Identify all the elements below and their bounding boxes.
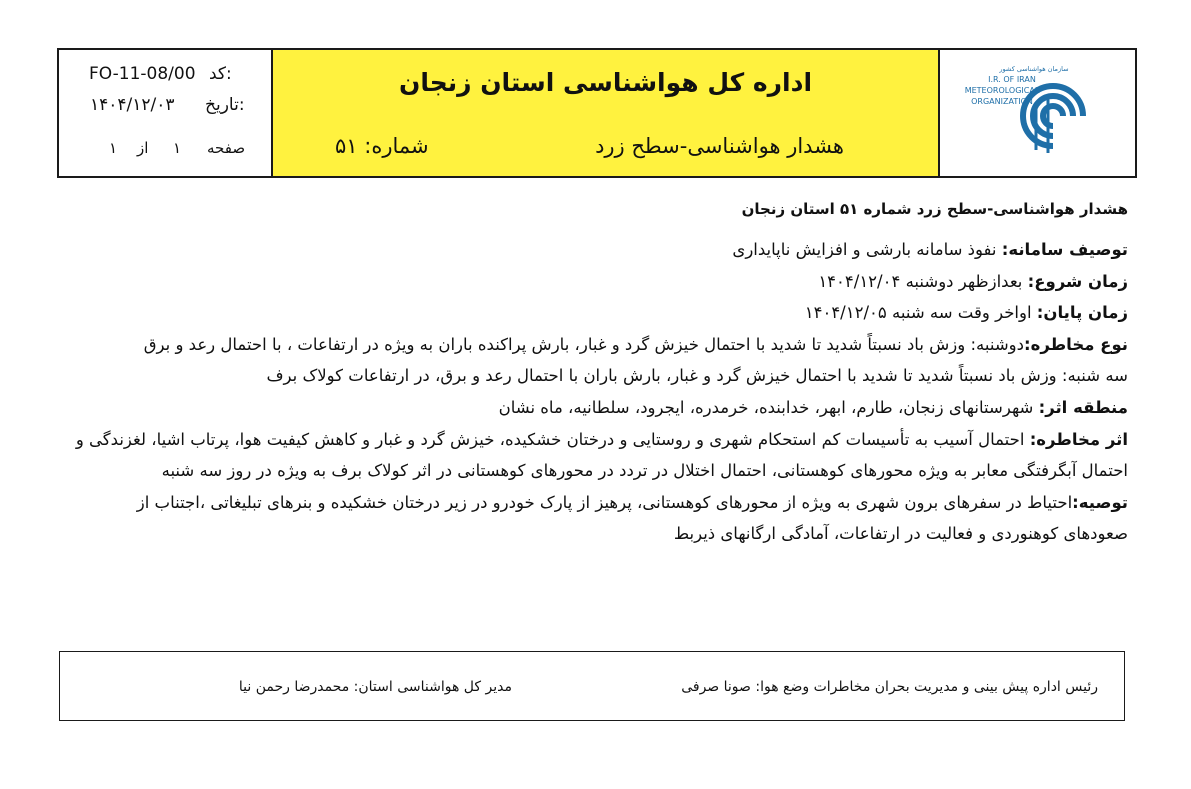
advice [72,487,1128,550]
page-of-label: از [137,139,149,157]
start-label: زمان شروع: [1027,271,1128,291]
hazard-label: نوع مخاطره: [1023,334,1128,354]
area-label: منطقه اثر: [1038,397,1128,417]
form-code-label: کد: [209,64,232,84]
hazard-tuesday [72,360,1128,392]
logo-text-en-2: METEOROLOGICAL [964,86,1040,95]
hazard-type [72,329,1128,361]
advice-label: توصیه: [1072,492,1128,512]
end-time [72,297,1128,329]
document-meta-box [59,50,273,176]
start-text: بعدازظهر دوشنبه ۱۴۰۴/۱۲/۰۴ [818,271,1028,291]
affected-area [72,392,1128,424]
logo-box [940,50,1135,176]
date-value: ۱۴۰۴/۱۲/۰۳ [90,95,175,115]
impact-text: احتمال آسیب به تأسیسات کم استحکام شهری و روستایی و درختان خشکیده، خیزش گرد و غبار و کاهش کیفیت هوا، پرتاب اشیا، لغزندگی و احتمال آبگرفتگی معابر به ویژه محورهای کوهستانی، احتمال اختلال در تردد در محورهای کوهستانی در اثر کولاک برف به ویژه در روز سه شنبه [75,429,1128,481]
end-label: زمان پایان: [1036,303,1128,323]
advice-text: احتیاط در سفرهای برون شهری به ویژه از محورهای کوهستانی، پرهیز از پارک خودرو در زیر درختان خشکیده و بنرهای تبلیغاتی ،اجتناب از صعودهای کوهنوردی و فعالیت در ارتفاعات، آمادگی ارگانهای ذیربط [136,492,1128,544]
warning-body [72,234,1128,550]
start-time [72,266,1128,298]
system-label: توصیف سامانه: [1001,240,1128,259]
document-header [57,48,1137,178]
title-box [273,50,940,176]
hazard-text-monday: دوشنبه: وزش باد نسبتاً شدید تا شدید با احتمال خیزش گرد و غبار، بارش پراکنده باران به ویژه در ارتفاعات ، با احتمال رعد و برق [143,334,1024,354]
warning-level-title: هشدار هواشناسی-سطح زرد [595,134,844,158]
warning-number: شماره: ۵۱ [335,134,429,158]
document-heading: هشدار هواشناسی-سطح زرد شماره ۵۱ استان زنجان [741,200,1128,218]
meteorological-organization-logo-icon [950,58,1110,163]
impact-label: اثر مخاطره: [1029,429,1128,449]
hazard-text-tuesday: سه شنبه: وزش باد نسبتاً شدید تا شدید با احتمال خیزش گرد و غبار، بارش باران با احتمال رعد و برق، در ارتفاعات کولاک برف [266,366,1128,386]
end-text: اواخر وقت سه شنبه ۱۴۰۴/۱۲/۰۵ [804,303,1037,323]
logo-text-en-3: ORGANIZATION [971,97,1033,106]
date-label: تاریخ: [205,95,245,115]
signature-box [59,651,1125,721]
system-description [72,234,1128,266]
hazard-impact [72,424,1128,487]
page-label: صفحه [207,139,246,157]
page-current: ۱ [173,139,182,157]
logo-text-fa: سازمان هواشناسی کشور [999,65,1069,73]
system-text: نفوذ سامانه بارشی و افزایش ناپایداری [732,240,1002,259]
form-code-value: FO-11-08/00 [89,64,196,84]
director-general-signature: مدیر کل هواشناسی استان: محمدرضا رحمن نیا [238,679,512,695]
logo-text-en-1: I.R. OF IRAN [988,75,1036,84]
page-total: ۱ [109,139,118,157]
forecast-head-signature: رئیس اداره پیش بینی و مدیریت بحران مخاطرات وضع هوا: صونا صرفی [681,679,1098,695]
area-text: شهرستانهای زنجان، طارم، ابهر، خدابنده، خرمدره، ایجرود، سلطانیه، ماه نشان [498,397,1039,417]
organization-title: اداره کل هواشناسی استان زنجان [398,68,813,97]
